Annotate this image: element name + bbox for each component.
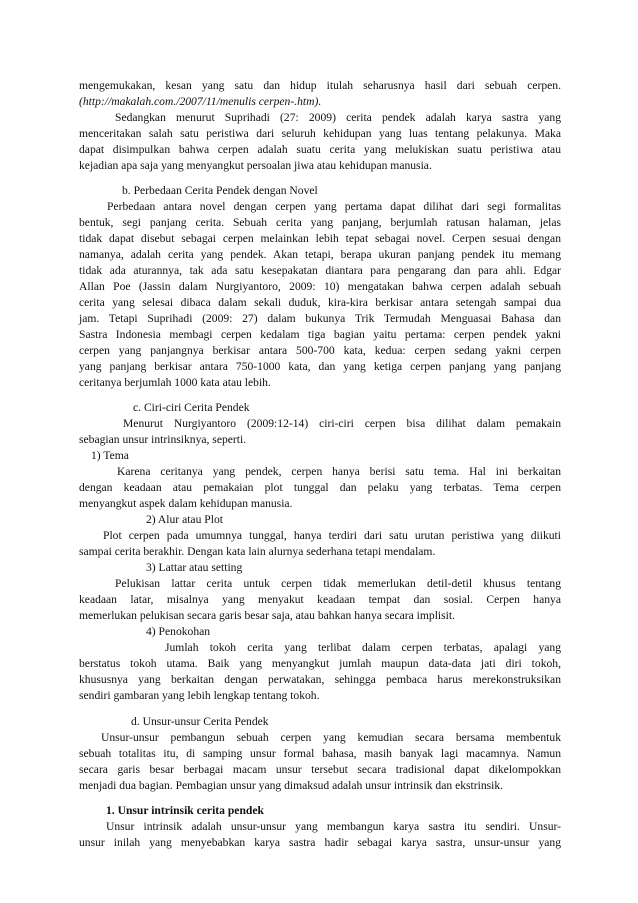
section-heading-b: b. Perbedaan Cerita Pendek dengan Novel [122, 184, 318, 197]
paragraph-line: dapat disimpulkan bahwa cerpen adalah suatu cerita yang melukiskan suatu peristiwa atau [79, 143, 561, 156]
list-item-title: 3) Lattar atau setting [146, 561, 243, 574]
paragraph-line: jam. Tetapi Suprihadi (2009: 27) dalam bukunya Trik Termudah Menguasai Bahasa dan [79, 312, 561, 325]
paragraph-line: bentuk, segi panjang cerita. Sebuah cerita yang panjang, berjumlah ratusan halaman, jelas [79, 216, 561, 229]
paragraph-line: sebagian unsur intrinsiknya, seperti. [79, 433, 247, 446]
paragraph-line: sebuah totalitas itu, di samping unsur formal bahasa, masih banyak lagi macamnya. Namun [79, 747, 561, 760]
paragraph-line: Allan Poe (Jassin dalam Nurgiyantoro, 2009: 10) mengatakan bahwa cerpen adalah sebuah [79, 280, 561, 293]
paragraph-line: namanya, adalah cerita yang pendek. Akan tetapi, berapa ukuran panjang pendek itu memang [79, 248, 561, 261]
paragraph-line: yang panjang berkisar antara 750-1000 kata, dan yang ketiga cerpen panjang yang panjang [79, 360, 561, 373]
paragraph-line: Sedangkan menurut Suprihadi (27: 2009) cerita pendek adalah karya sastra yang [115, 111, 561, 124]
paragraph-line: Perbedaan antara novel dengan cerpen yang pertama dapat dilihat dari segi formalitas [107, 200, 561, 213]
section-heading-d: d. Unsur-unsur Cerita Pendek [131, 715, 269, 728]
paragraph-line: sendiri gambaran yang lebih lengkap tentang tokoh. [79, 689, 320, 702]
paragraph-line: ceritanya berjumlah 1000 kata atau lebih. [79, 376, 271, 389]
paragraph-line: Menurut Nurgiyantoro (2009:12-14) ciri-ciri cerpen bisa dilihat dalam pemakain [123, 417, 561, 430]
paragraph-line: Unsur-unsur pembangun sebuah cerpen yang kemudian secara bersama membentuk [101, 731, 561, 744]
paragraph-line: tidak dapat disebut sebagai cerpen melainkan lebih tepat sebagai novel. Cerpen sesuai dengan [79, 232, 561, 245]
paragraph-line: menjadi dua bagian. Pembagian unsur yang dimaksud adalah unsur intrinsik dan ekstrinsik. [79, 779, 504, 792]
paragraph-line: secara garis besar berbagai macam unsur tersebut secara tradisional dapat dikelompokkan [79, 763, 561, 776]
paragraph-line: cerpen yang panjangnya berkisar antara 500-700 kata, kedua: cerpen sedang yakni cerpen [79, 344, 561, 357]
paragraph-line: menceritakan salah satu peristiwa dari seluruh kehidupan yang luas tentang pelakunya. Maka [79, 127, 561, 140]
subsection-heading-1: 1. Unsur intrinsik cerita pendek [106, 804, 264, 817]
paragraph-line: Karena ceritanya yang pendek, cerpen hanya berisi satu tema. Hal ini berkaitan [117, 465, 561, 478]
paragraph-line: memerlukan pelukisan secara garis besar saja, atau bahkan hanya secara implisit. [79, 609, 455, 622]
paragraph-line: berstatus tokoh utama. Baik yang menyangkut jumlah maupun data-data jati diri tokoh, [79, 657, 561, 670]
paragraph-line: dengan keadaan atau pemakaian plot tunggal dan pelaku yang terbatas. Tema cerpen [79, 481, 561, 494]
paragraph-line: khususnya yang berkaitan dengan perwatakan, sehingga pembaca harus merekonstruksikan [79, 673, 561, 686]
section-heading-c: c. Ciri-ciri Cerita Pendek [133, 401, 250, 414]
paragraph-line: Plot cerpen pada umumnya tunggal, hanya terdiri dari satu urutan peristiwa yang diikuti [103, 529, 561, 542]
paragraph-line: Pelukisan lattar cerita untuk cerpen tidak memerlukan detil-detil khusus tentang [115, 577, 561, 590]
paragraph-line: keadaan latar, misalnya yang menyakut keadaan tempat dan sosial. Cerpen hanya [79, 593, 561, 606]
paragraph-line: mengemukakan, kesan yang satu dan hidup itulah seharusnya hasil dari sebuah cerpen. [79, 79, 561, 92]
paragraph-line: sampai cerita berakhir. Dengan kata lain alurnya sederhana tetapi mendalam. [79, 545, 436, 558]
list-item-title: 2) Alur atau Plot [146, 513, 223, 526]
paragraph-line: unsur inilah yang menyebabkan karya sastra hadir sebagai karya sastra, unsur-unsur yang [79, 836, 561, 849]
citation-url: (http://makalah.com./2007/11/menulis cerpen-.htm). [79, 95, 322, 108]
list-item-title: 1) Tema [91, 449, 129, 462]
paragraph-line: kejadian apa saja yang menyangkut persoalan jiwa atau kehidupan manusia. [79, 159, 432, 172]
paragraph-line: cerita yang selesai dibaca dalam sekali duduk, kira-kira berkisar antara setengah sampai dua [79, 296, 561, 309]
paragraph-line: tidak ada aturannya, tak ada satu kesepakatan diantara para pengarang dan para ahli. Edgar [79, 264, 561, 277]
paragraph-line: Jumlah tokoh cerita yang terlibat dalam cerpen terbatas, apalagi yang [165, 641, 561, 654]
paragraph-line: Unsur intrinsik adalah unsur-unsur yang membangun karya sastra itu sendiri. Unsur- [106, 820, 561, 833]
paragraph-line: Sastra Indonesia membagi cerpen kedalam tiga bagian yaitu pertama: cerpen pendek yakni [79, 328, 561, 341]
list-item-title: 4) Penokohan [146, 625, 211, 638]
paragraph-line: menyangkut aspek dalam kehidupan manusia. [79, 497, 293, 510]
